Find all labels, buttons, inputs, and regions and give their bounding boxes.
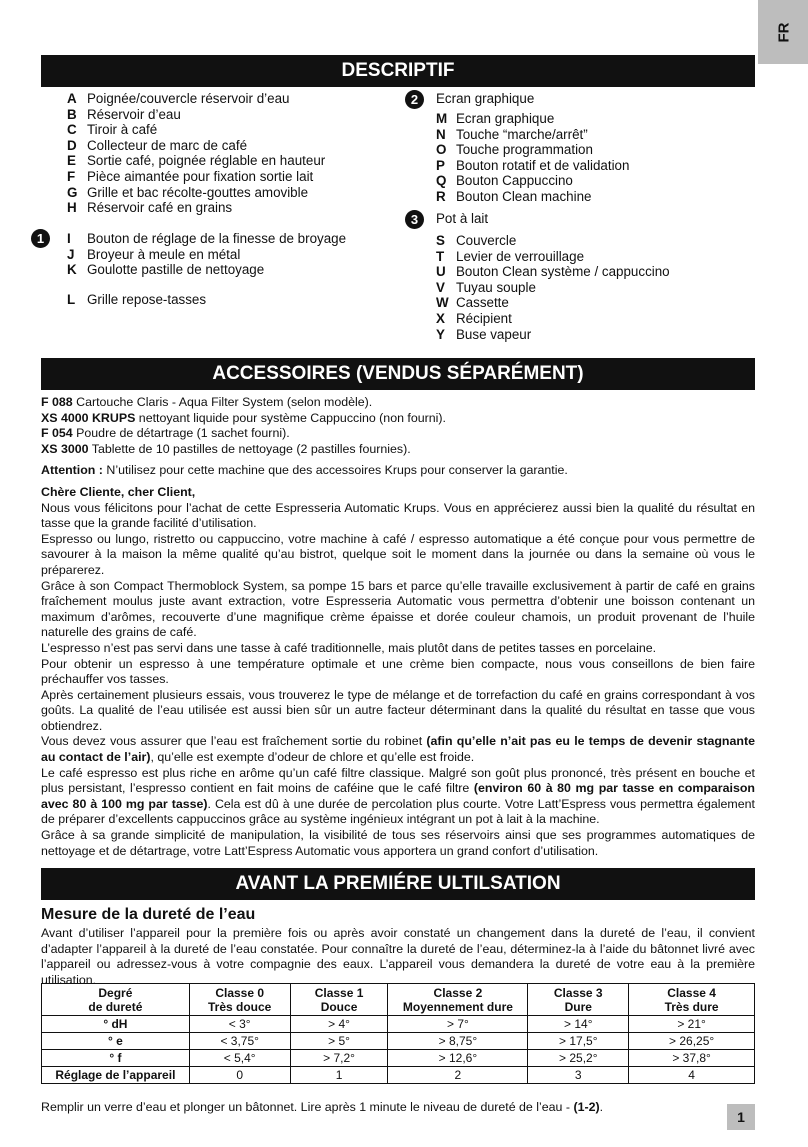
- paragraph-2: Espresso ou lungo, ristretto ou cappuccino, votre machine à café / espresso automatique a été conçue pour vous permettre de savourer à la maison la même qualité qu’au bistrot, quelque soit le moment dans la journée ou dans la semaine où vous le préparerez.: [41, 531, 755, 577]
- section-title-avant: AVANT LA PREMIÉRE ULTILSATION: [41, 868, 755, 900]
- item-key: O: [436, 142, 447, 158]
- list-item: [67, 169, 325, 185]
- table-header-row: [42, 984, 755, 1016]
- item-key: J: [67, 246, 75, 262]
- item-label: Grille et bac récolte-gouttes amovible: [87, 184, 309, 200]
- item-key: W: [436, 295, 449, 311]
- table-header-cell: [290, 984, 388, 1016]
- item-key: R: [436, 188, 446, 204]
- row-header-cell: ° f: [42, 1050, 190, 1067]
- item-label: Réservoir café en grains: [87, 200, 233, 216]
- table-cell: < 5,4°: [189, 1050, 290, 1067]
- list-item: [67, 292, 206, 308]
- item-key: H: [67, 200, 77, 216]
- item-key: F: [67, 168, 76, 184]
- list-item: [436, 311, 670, 327]
- item-key: B: [67, 106, 77, 122]
- marker-2: 2: [405, 90, 424, 109]
- header-line-1: Degré: [98, 985, 133, 1000]
- list-item: [436, 189, 629, 205]
- parts-list-2: [436, 111, 629, 205]
- item-key: P: [436, 157, 445, 173]
- table-cell: > 25,2°: [528, 1050, 629, 1067]
- table-header-cell: [42, 984, 190, 1016]
- item-key: C: [67, 122, 77, 138]
- footer-text: Remplir un verre d’eau et plonger un bâtonnet. Lire après 1 minute le niveau de dureté de l’eau -: [41, 1100, 574, 1114]
- item-label: Ecran graphique: [456, 111, 555, 126]
- header-line-1: Classe 3: [553, 985, 603, 1000]
- p8-end: . Cela est dû à une durée de percolation plus courte. Votre Latt’Espress vous permettra également de préparer d’excellents cappuccinos grâce au système ingénieux intégrant un pot à lait à la machine.: [41, 796, 755, 827]
- item-key: K: [67, 262, 77, 278]
- item-label: Buse vapeur: [456, 326, 532, 342]
- p8-bold: (environ 60 à 80 mg par tasse en comparaison avec 80 à 100 mg par tasse): [41, 781, 755, 811]
- marker-3: 3: [405, 210, 424, 229]
- header-line-1: Classe 2: [433, 985, 483, 1000]
- item-label: Récipient: [456, 310, 512, 326]
- list-item: [436, 142, 629, 158]
- accessory-code: XS 4000 KRUPS: [41, 410, 136, 425]
- table-row: [42, 1016, 755, 1033]
- marker-1: 1: [31, 229, 50, 248]
- accessory-code: XS 3000: [41, 441, 89, 456]
- accessory-item: [41, 395, 755, 411]
- table-cell: > 37,8°: [629, 1050, 755, 1067]
- table-header-cell: [388, 984, 528, 1016]
- table-cell: > 4°: [290, 1016, 388, 1033]
- header-line-2: Très dure: [664, 999, 719, 1014]
- attention-text: N’utilisez pour cette machine que des accessoires Krups pour conserver la garantie.: [102, 463, 568, 478]
- accessory-code: F 054: [41, 426, 73, 441]
- group-3-title: Pot à lait: [436, 211, 489, 226]
- accessory-item: [41, 426, 755, 442]
- list-item: [436, 233, 670, 249]
- table-header-cell: [528, 984, 629, 1016]
- item-label: Sortie café, poignée réglable en hauteur: [87, 153, 326, 169]
- item-label: Bouton rotatif et de validation: [456, 157, 630, 173]
- item-label: Collecteur de marc de café: [87, 137, 248, 153]
- accessory-text: Poudre de détartrage (1 sachet fourni).: [72, 426, 290, 441]
- table-cell: > 21°: [629, 1016, 755, 1033]
- header-line-1: Classe 1: [314, 985, 364, 1000]
- item-label: Grille repose-tasses: [87, 292, 207, 307]
- item-label: Poignée/couvercle réservoir d’eau: [87, 91, 290, 106]
- greeting: Chère Cliente, cher Client,: [41, 484, 196, 499]
- item-label: Cassette: [456, 295, 509, 311]
- row-header-cell: ° e: [42, 1033, 190, 1050]
- item-label: Goulotte pastille de nettoyage: [87, 262, 265, 278]
- accessories-list: [41, 395, 755, 457]
- p8-text: Le café espresso est plus riche en arôme qu’un café filtre classique. Malgré son goût plus prononcé, très présent en bouche et plus persistant, l’espresso contient en fait moins de caféine que le café filtre: [41, 765, 755, 796]
- table-cell: > 17,5°: [528, 1033, 629, 1050]
- table-cell: > 8,75°: [388, 1033, 528, 1050]
- item-label: Bouton Clean machine: [456, 188, 592, 204]
- list-item: [436, 264, 670, 280]
- section-title-descriptif: DESCRIPTIF: [41, 55, 755, 87]
- header-line-2: Douce: [320, 999, 358, 1014]
- list-item: [67, 262, 346, 278]
- item-key: V: [436, 279, 445, 295]
- footer-ref: (1-2): [573, 1100, 600, 1114]
- table-cell: < 3,75°: [189, 1033, 290, 1050]
- table-cell: > 5°: [290, 1033, 388, 1050]
- item-label: Bouton Cappuccino: [456, 173, 573, 189]
- table-header-cell: [189, 984, 290, 1016]
- header-line-2: Très douce: [208, 999, 272, 1014]
- item-key: D: [67, 137, 77, 153]
- item-key: G: [67, 184, 78, 200]
- accessories-text: [41, 395, 755, 859]
- accessory-text: Cartouche Claris - Aqua Filter System (selon modèle).: [72, 395, 373, 409]
- header-line-1: Classe 4: [667, 985, 716, 1000]
- parts-list-a: [67, 91, 325, 216]
- item-label: Bouton de réglage de la finesse de broyage: [87, 231, 347, 246]
- item-key: I: [67, 231, 71, 246]
- list-item: [436, 327, 670, 343]
- item-key: S: [436, 233, 445, 248]
- list-item: [67, 200, 325, 216]
- parts-list-c: [67, 292, 206, 308]
- list-item: [436, 127, 629, 143]
- paragraph-8: [41, 766, 755, 828]
- accessory-code: F 088: [41, 395, 73, 409]
- table-cell: 4: [629, 1067, 755, 1084]
- table-cell: > 7°: [388, 1016, 528, 1033]
- p7-end: , qu’elle est exempte d’odeur de chlore et qu’elle est froide.: [150, 750, 475, 765]
- table-cell: 2: [388, 1067, 528, 1084]
- item-key: M: [436, 111, 448, 126]
- item-label: Broyeur à meule en métal: [87, 246, 241, 262]
- group-2-title: Ecran graphique: [436, 91, 535, 106]
- hardness-table: [41, 983, 755, 1084]
- item-label: Touche programmation: [456, 142, 593, 158]
- table-row: [42, 1050, 755, 1067]
- table-row: [42, 1067, 755, 1084]
- item-key: N: [436, 126, 446, 142]
- item-label: Bouton Clean système / cappuccino: [456, 264, 670, 280]
- table-cell: > 7,2°: [290, 1050, 388, 1067]
- item-key: L: [67, 292, 76, 307]
- list-item: [436, 280, 670, 296]
- paragraph-6: Après certainement plusieurs essais, vous trouverez le type de mélange et de torrefaction du café en grains correspondant à vos goûts. La qualité de l’eau utilisée est aussi bien sûr un autre facteur déterminant dans la qualité du résultat en tasse que vous obtiendrez.: [41, 687, 755, 733]
- table-cell: 0: [189, 1067, 290, 1084]
- table-cell: < 3°: [189, 1016, 290, 1033]
- item-key: X: [436, 310, 445, 326]
- language-code: FR: [775, 22, 793, 43]
- intro-paragraph: Avant d’utiliser l’appareil pour la première fois ou après avoir constaté un changement dans la dureté de l’eau, il convient d’adapter l’appareil à la dureté de l’eau constatée. Pour connaître la dureté de l’eau, déterminez-la à l’aide du bâtonnet livré avec l’appareil ou adressez-vous à votre compagnie des eaux. L’appareil vous demandera la dureté de votre eau à la première utilisation.: [41, 926, 755, 987]
- item-key: Y: [436, 326, 445, 342]
- list-item: [67, 107, 325, 123]
- list-item: [436, 295, 670, 311]
- item-key: T: [436, 248, 445, 264]
- page-number: 1: [727, 1104, 755, 1130]
- hardness-subtitle: Mesure de la dureté de l’eau: [41, 906, 256, 923]
- hardness-intro: [41, 926, 755, 988]
- paragraph-9: Grâce à sa grande simplicité de manipulation, la visibilité de tous ses réservoirs ainsi que ses programmes automatiques de nettoyage et de détartrage, votre Latt’Espress Automatic vous apportera un grand confort d’utilisation.: [41, 828, 755, 858]
- list-item: [67, 247, 346, 263]
- section-title-accessoires: ACCESSOIRES (VENDUS SÉPARÉMENT): [41, 358, 755, 390]
- table-body: [42, 1016, 755, 1084]
- table-cell: > 26,25°: [629, 1033, 755, 1050]
- list-item: [67, 153, 325, 169]
- table-cell: 3: [528, 1067, 629, 1084]
- footer-end: .: [599, 1100, 604, 1114]
- list-item: [436, 249, 670, 265]
- header-line-2: Dure: [564, 999, 592, 1014]
- item-label: Tuyau souple: [456, 279, 536, 295]
- paragraph-3: Grâce à son Compact Thermoblock System, sa pompe 15 bars et parce qu’elle travaille exclusivement à partir de café en grains fraîchement moulus juste avant extraction, votre Espresseria Automatic vous permettra d’obtenir une boisson contenant un maximum d’arômes, recouverte d’une magnifique crème épaisse et dorée couleur chamois, un produit provenant de l’huile naturelle des grains de café.: [41, 578, 755, 640]
- item-key: A: [67, 91, 77, 106]
- item-label: Couvercle: [456, 233, 517, 248]
- language-tab: [758, 0, 808, 64]
- item-key: Q: [436, 173, 447, 189]
- paragraph-4: L’espresso n’est pas servi dans une tasse à café traditionnelle, mais plutôt dans de petites tasses en porcelaine.: [41, 640, 657, 655]
- list-item: [436, 173, 629, 189]
- item-key: U: [436, 264, 446, 280]
- list-item: [67, 185, 325, 201]
- list-item: [67, 231, 346, 247]
- parts-list-b: [67, 231, 346, 278]
- header-line-2: de dureté: [88, 999, 143, 1014]
- table-row: [42, 1033, 755, 1050]
- p7-text: Vous devez vous assurer que l’eau est fraîchement sortie du robinet: [41, 734, 427, 749]
- list-item: [436, 158, 629, 174]
- row-header-cell: ° dH: [42, 1016, 190, 1033]
- accessory-text: Tablette de 10 pastilles de nettoyage (2 pastilles fournies).: [88, 441, 411, 456]
- accessory-text: nettoyant liquide pour système Cappuccino (non fourni).: [135, 410, 446, 425]
- header-line-2: Moyennement dure: [402, 999, 513, 1014]
- paragraph-1: Nous vous félicitons pour l’achat de cette Espresseria Automatic Krups. Vous en apprécierez aussi bien la qualité du résultat en tasse que la grande facilité d’utilisation.: [41, 500, 755, 531]
- row-header-cell: Réglage de l’appareil: [42, 1067, 190, 1084]
- list-item: [67, 122, 325, 138]
- item-key: E: [67, 153, 76, 169]
- table-header-cell: [629, 984, 755, 1016]
- p7-bold: (afin qu’elle n’ait pas eu le temps de devenir stagnante au contact de l’air): [41, 734, 755, 765]
- item-label: Tiroir à café: [87, 122, 158, 138]
- list-item: [67, 91, 325, 107]
- list-item: [67, 138, 325, 154]
- footer-instruction: [41, 1100, 603, 1114]
- table-cell: > 12,6°: [388, 1050, 528, 1067]
- item-label: Réservoir d’eau: [87, 106, 181, 122]
- table-cell: 1: [290, 1067, 388, 1084]
- item-label: Levier de verrouillage: [456, 248, 585, 264]
- item-label: Touche “marche/arrêt”: [456, 126, 588, 142]
- item-label: Pièce aimantée pour fixation sortie lait: [87, 168, 314, 184]
- accessory-item: [41, 411, 755, 427]
- header-line-1: Classe 0: [215, 985, 265, 1000]
- list-item: [436, 111, 629, 127]
- paragraph-5: Pour obtenir un espresso à une température optimale et une crème bien compacte, nous vous conseillons de bien faire préchauffer vos tasses.: [41, 656, 755, 687]
- accessory-item: [41, 442, 755, 458]
- paragraph-7: [41, 734, 755, 765]
- table-cell: > 14°: [528, 1016, 629, 1033]
- parts-list-3: [436, 233, 670, 342]
- attention-note: [41, 463, 755, 479]
- attention-label: Attention :: [41, 463, 103, 478]
